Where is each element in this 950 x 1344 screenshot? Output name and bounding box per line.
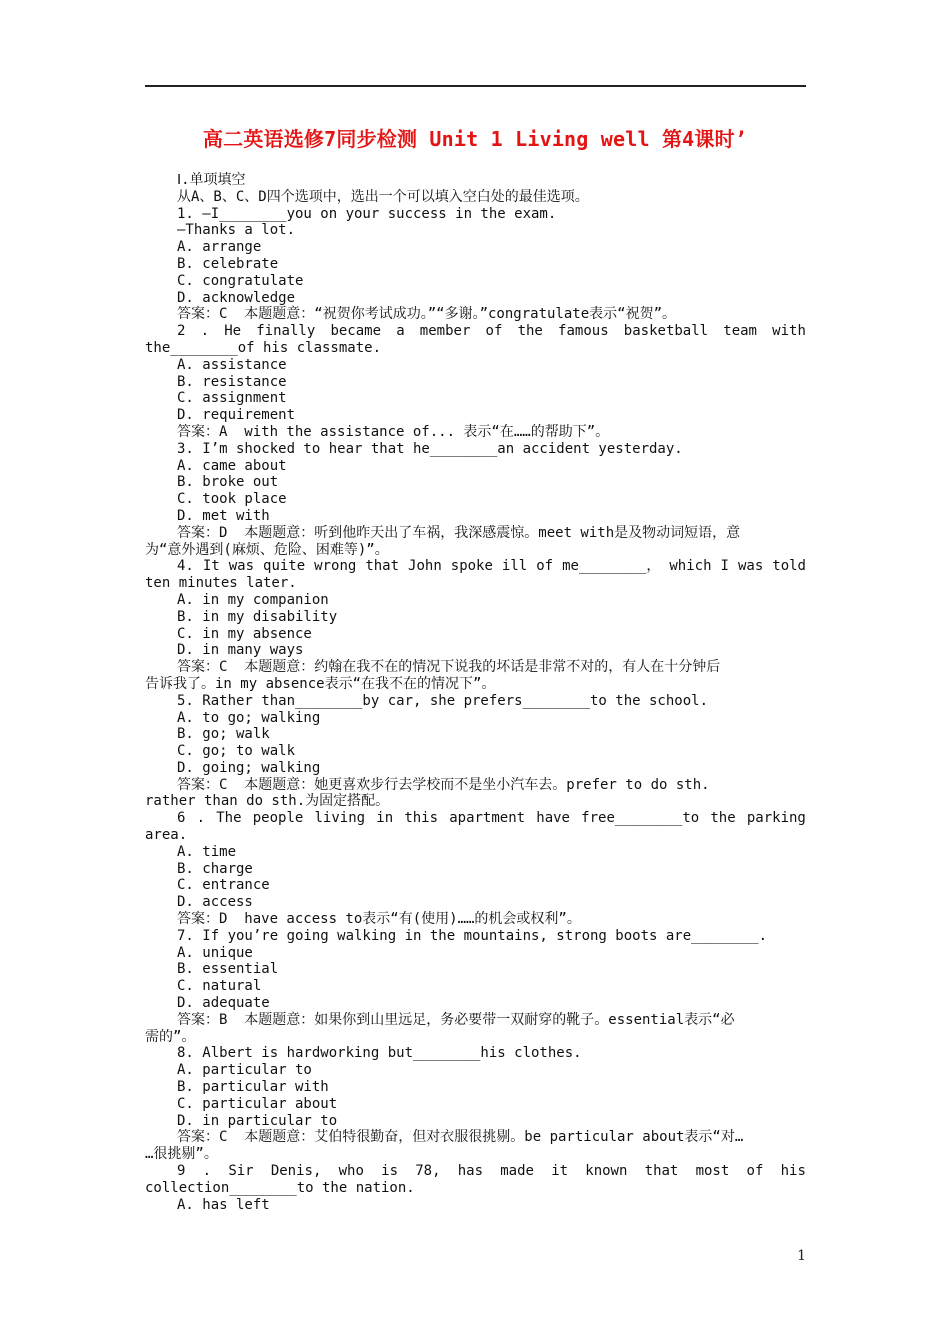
word: who (338, 1163, 364, 1180)
answer-line: 答案：D 本题题意：听到他昨天出了车祸，我深感震惊。meet with是及物动词短语，意 (177, 524, 741, 541)
word: 2 (177, 323, 186, 340)
text-line: B. particular with (177, 1079, 329, 1096)
word: most (695, 1163, 730, 1180)
word: me________， (562, 558, 661, 575)
text-line: D. going; walking (177, 759, 321, 776)
text-line: B. in my disability (177, 608, 338, 625)
document-title: 高二英语选修7同步检测 Unit 1 Living well 第4课时’ (202, 127, 748, 151)
answer-line: 答案：D have access to表示“有(使用)……的机会或权利”。 (177, 911, 581, 928)
text-line: D. access (177, 894, 253, 911)
answer-line: 答案：C 本题题意：约翰在我不在的情况下说我的坏话是非常不对的，有人在十分钟后 (177, 659, 721, 676)
word: member (419, 323, 471, 340)
word: He (224, 323, 242, 340)
word: made (500, 1163, 534, 1180)
text-line: A. time (177, 843, 237, 860)
word: The (216, 810, 242, 827)
text-line: B. charge (177, 860, 253, 877)
word: the (517, 323, 543, 340)
answer-line: 答案：A with the assistance of... 表示“在……的帮助下”。 (177, 423, 610, 440)
text-line: C. congratulate (177, 272, 304, 289)
text-line: A. in my companion (177, 591, 329, 608)
word: was (228, 558, 255, 575)
text-line: C. natural (177, 978, 262, 995)
text-line: Ⅰ.单项填空 (177, 172, 246, 188)
word: 9 (177, 1163, 186, 1180)
text-line: 3. I’m shocked to hear that he________an accident yesterday. (177, 440, 683, 457)
text-line: B. go; walk (177, 726, 270, 743)
text-line: B. celebrate (177, 255, 279, 272)
text-line: D. adequate (177, 995, 270, 1012)
text-line: 为“意外遇到(麻烦、危险、困难等)”。 (145, 541, 389, 558)
text-line: C. particular about (177, 1095, 338, 1112)
word: finally (256, 323, 316, 340)
word: of (746, 1163, 764, 1180)
text-line: B. essential (177, 961, 279, 978)
text-line: D. in many ways (177, 642, 304, 659)
word: I (720, 558, 729, 575)
word: known (585, 1163, 628, 1180)
word: . (200, 323, 210, 340)
word: It (202, 558, 220, 575)
word: . (202, 1163, 212, 1180)
word: basketball (623, 323, 709, 340)
word: parking (746, 810, 806, 827)
word: a (396, 323, 405, 340)
document-body (145, 172, 806, 1213)
text-line: A. to go; walking (177, 709, 321, 726)
word: have (536, 810, 570, 827)
word: is (381, 1163, 398, 1180)
word: of (485, 323, 503, 340)
text-line: A. has left (177, 1196, 270, 1213)
word: spoke (450, 558, 493, 575)
word: told (772, 558, 806, 575)
text-line: 从A、B、C、D四个选项中，选出一个可以填入空白处的最佳选项。 (177, 188, 589, 205)
word: living (314, 810, 366, 827)
text-line: A. assistance (177, 356, 287, 373)
text-line (145, 323, 806, 340)
word: with (772, 323, 806, 340)
text-line: A. unique (177, 944, 253, 961)
text-line: C. entrance (177, 877, 270, 894)
word: John (408, 558, 442, 575)
text-line: area. (145, 827, 188, 844)
word: this (404, 810, 439, 827)
text-line: D. in particular to (177, 1112, 338, 1129)
text-line: A. came about (177, 457, 287, 474)
word: his (780, 1163, 806, 1180)
word: Denis, (270, 1163, 322, 1180)
text-line: rather than do sth.为固定搭配。 (145, 793, 390, 810)
word: which (669, 558, 712, 575)
word: free________to (581, 810, 700, 827)
word: 4. (177, 558, 194, 575)
word: in (376, 810, 394, 827)
word: that (644, 1163, 679, 1180)
word: . (196, 810, 206, 827)
text-line: —Thanks a lot. (177, 222, 296, 239)
text-line (145, 810, 806, 827)
answer-line: 答案：C 本题题意：艾伯特很勤奋，但对衣服很挑剔。be particular about表示“对… (177, 1129, 744, 1146)
word: 78, (415, 1163, 441, 1180)
word: wrong (314, 558, 357, 575)
text-line (145, 1163, 806, 1180)
text-line: 7. If you’re going walking in the mountains, strong boots are________. (177, 927, 768, 944)
text-line: 需的”。 (145, 1028, 196, 1045)
text-line: 8. Albert is hardworking but________his clothes. (177, 1045, 582, 1062)
word: people (252, 810, 304, 827)
text-line (145, 558, 806, 575)
text-line: collection________to the nation. (145, 1179, 415, 1196)
text-line: 5. Rather than________by car, she prefers________to the school. (177, 692, 709, 709)
word: was (737, 558, 764, 575)
word: Sir (228, 1163, 254, 1180)
word: has (457, 1163, 484, 1180)
answer-line: 答案：C 本题题意：“祝贺你考试成功。”“多谢。”congratulate表示“祝贺”。 (177, 306, 677, 323)
text-line: the________of his classmate. (145, 339, 382, 356)
word: became (330, 323, 382, 340)
text-line: A. arrange (177, 239, 262, 256)
text-line: B. broke out (177, 474, 279, 491)
answer-line: 答案：C 本题题意：她更喜欢步行去学校而不是坐小汽车去。prefer to do sth. (177, 776, 710, 793)
text-line: C. go; to walk (177, 743, 296, 760)
text-line: A. particular to (177, 1062, 312, 1079)
word: of (536, 558, 554, 575)
text-line: 告诉我了。in my absence表示“在我不在的情况下”。 (145, 675, 496, 692)
text-line: D. requirement (177, 407, 296, 424)
text-line: C. took place (177, 491, 287, 508)
word: team (723, 323, 757, 340)
word: it (551, 1163, 569, 1180)
text-line: D. met with (177, 507, 270, 524)
word: that (365, 558, 400, 575)
text-line: C. in my absence (177, 625, 312, 642)
word: quite (263, 558, 306, 575)
text-line: B. resistance (177, 373, 287, 390)
text-line: 1. —I________you on your success in the exam. (177, 205, 557, 222)
answer-line: 答案：B 本题题意：如果你到山里远足，务必要带一双耐穿的靴子。essential表示“必 (177, 1011, 735, 1028)
text-line: D. acknowledge (177, 289, 296, 306)
word: famous (558, 323, 609, 340)
word: apartment (449, 810, 526, 827)
word: ill (501, 558, 528, 575)
text-line: …很挑剔”。 (145, 1146, 218, 1163)
header-rule (145, 85, 806, 87)
page-number: 1 (797, 1248, 806, 1264)
text-line: ten minutes later. (145, 575, 297, 592)
text-line: C. assignment (177, 390, 287, 407)
word: the (710, 810, 736, 827)
word: 6 (177, 810, 186, 827)
